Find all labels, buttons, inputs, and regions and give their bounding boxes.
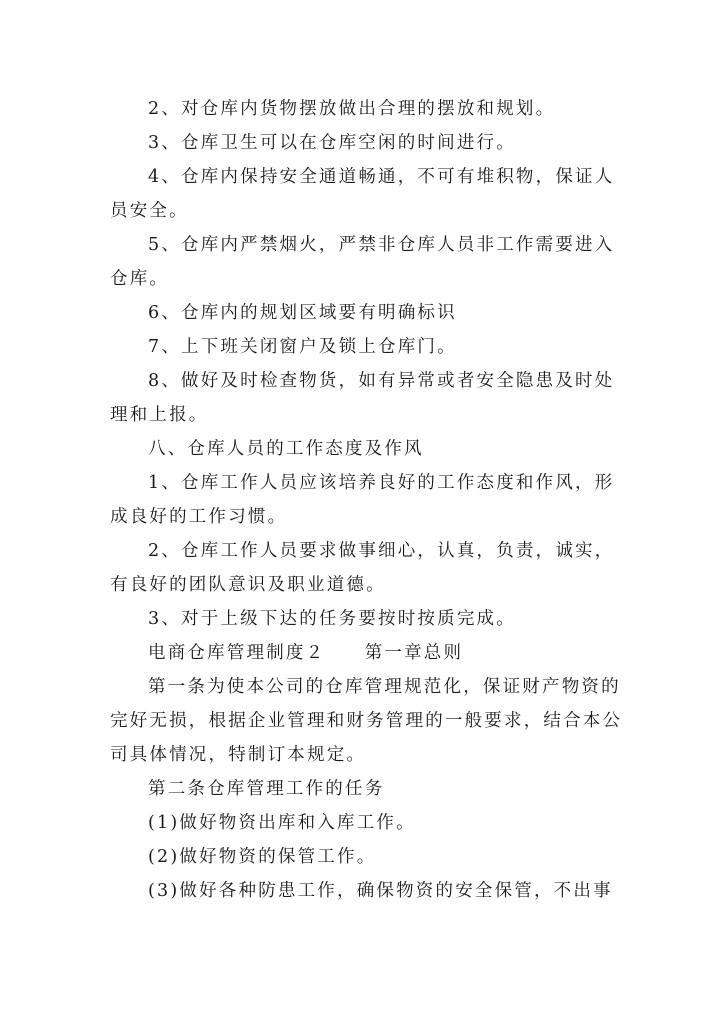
text-line: (3)做好各种防患工作，确保物资的安全保管，不出事: [148, 881, 613, 901]
text-line: 有良好的团队意识及职业道德。: [110, 575, 386, 595]
paragraph: [110, 92, 612, 126]
paragraph: [110, 330, 612, 364]
text-line: 第一条为使本公司的仓库管理规范化，保证财产物资的: [148, 677, 621, 697]
text-line: 第二条仓库管理工作的任务: [148, 779, 385, 799]
text-line: 5、仓库内严禁烟火，严禁非仓库人员非工作需要进入: [148, 235, 615, 255]
text-line: 3、仓库卫生可以在仓库空闲的时间进行。: [148, 133, 516, 153]
text-line: 2、仓库工作人员要求做事细心，认真，负责，诚实，: [148, 541, 615, 561]
paragraph: [110, 126, 612, 160]
text-line: 司具体情况，特制订本规定。: [110, 745, 367, 765]
section-heading: [110, 432, 612, 466]
paragraph: [110, 228, 615, 296]
paragraph: [110, 534, 615, 602]
text-line: 1、仓库工作人员应该培养良好的工作态度和作风，形: [148, 473, 615, 493]
document-title: [110, 636, 612, 670]
list-item: [110, 840, 612, 874]
text-line: (2)做好物资的保管工作。: [148, 847, 377, 867]
text-line: 8、做好及时检查物货，如有异常或者安全隐患及时处: [148, 371, 615, 391]
text-line: 2、对仓库内货物摆放做出合理的摆放和规划。: [148, 99, 556, 119]
text-line: 7、上下班关闭窗户及锁上仓库门。: [148, 337, 457, 357]
text-line: 完好无损，根据企业管理和财务管理的一般要求，结合本公: [110, 711, 623, 731]
paragraph: [110, 772, 612, 806]
paragraph: [110, 466, 615, 534]
text-line: 4、仓库内保持安全通道畅通，不可有堆积物，保证人: [148, 167, 615, 187]
paragraph: [110, 364, 615, 432]
text-line: 6、仓库内的规划区域要有明确标识: [148, 303, 457, 323]
document-body: [110, 92, 623, 908]
paragraph: [110, 296, 612, 330]
text-line: 员安全。: [110, 201, 189, 221]
text-line: 仓库。: [110, 269, 170, 289]
text-line: (1)做好物资出库和入库工作。: [148, 813, 416, 833]
paragraph: [110, 160, 615, 228]
list-item: [110, 874, 612, 908]
text-line: 电商仓库管理制度２ 第一章总则: [148, 643, 464, 663]
text-line: 成良好的工作习惯。: [110, 507, 288, 527]
paragraph: [110, 602, 612, 636]
text-line: 3、对于上级下达的任务要按时按质完成。: [148, 609, 516, 629]
list-item: [110, 806, 612, 840]
text-line: 理和上报。: [110, 405, 209, 425]
text-line: 八、仓库人员的工作态度及作风: [148, 439, 424, 459]
paragraph: [110, 670, 623, 772]
